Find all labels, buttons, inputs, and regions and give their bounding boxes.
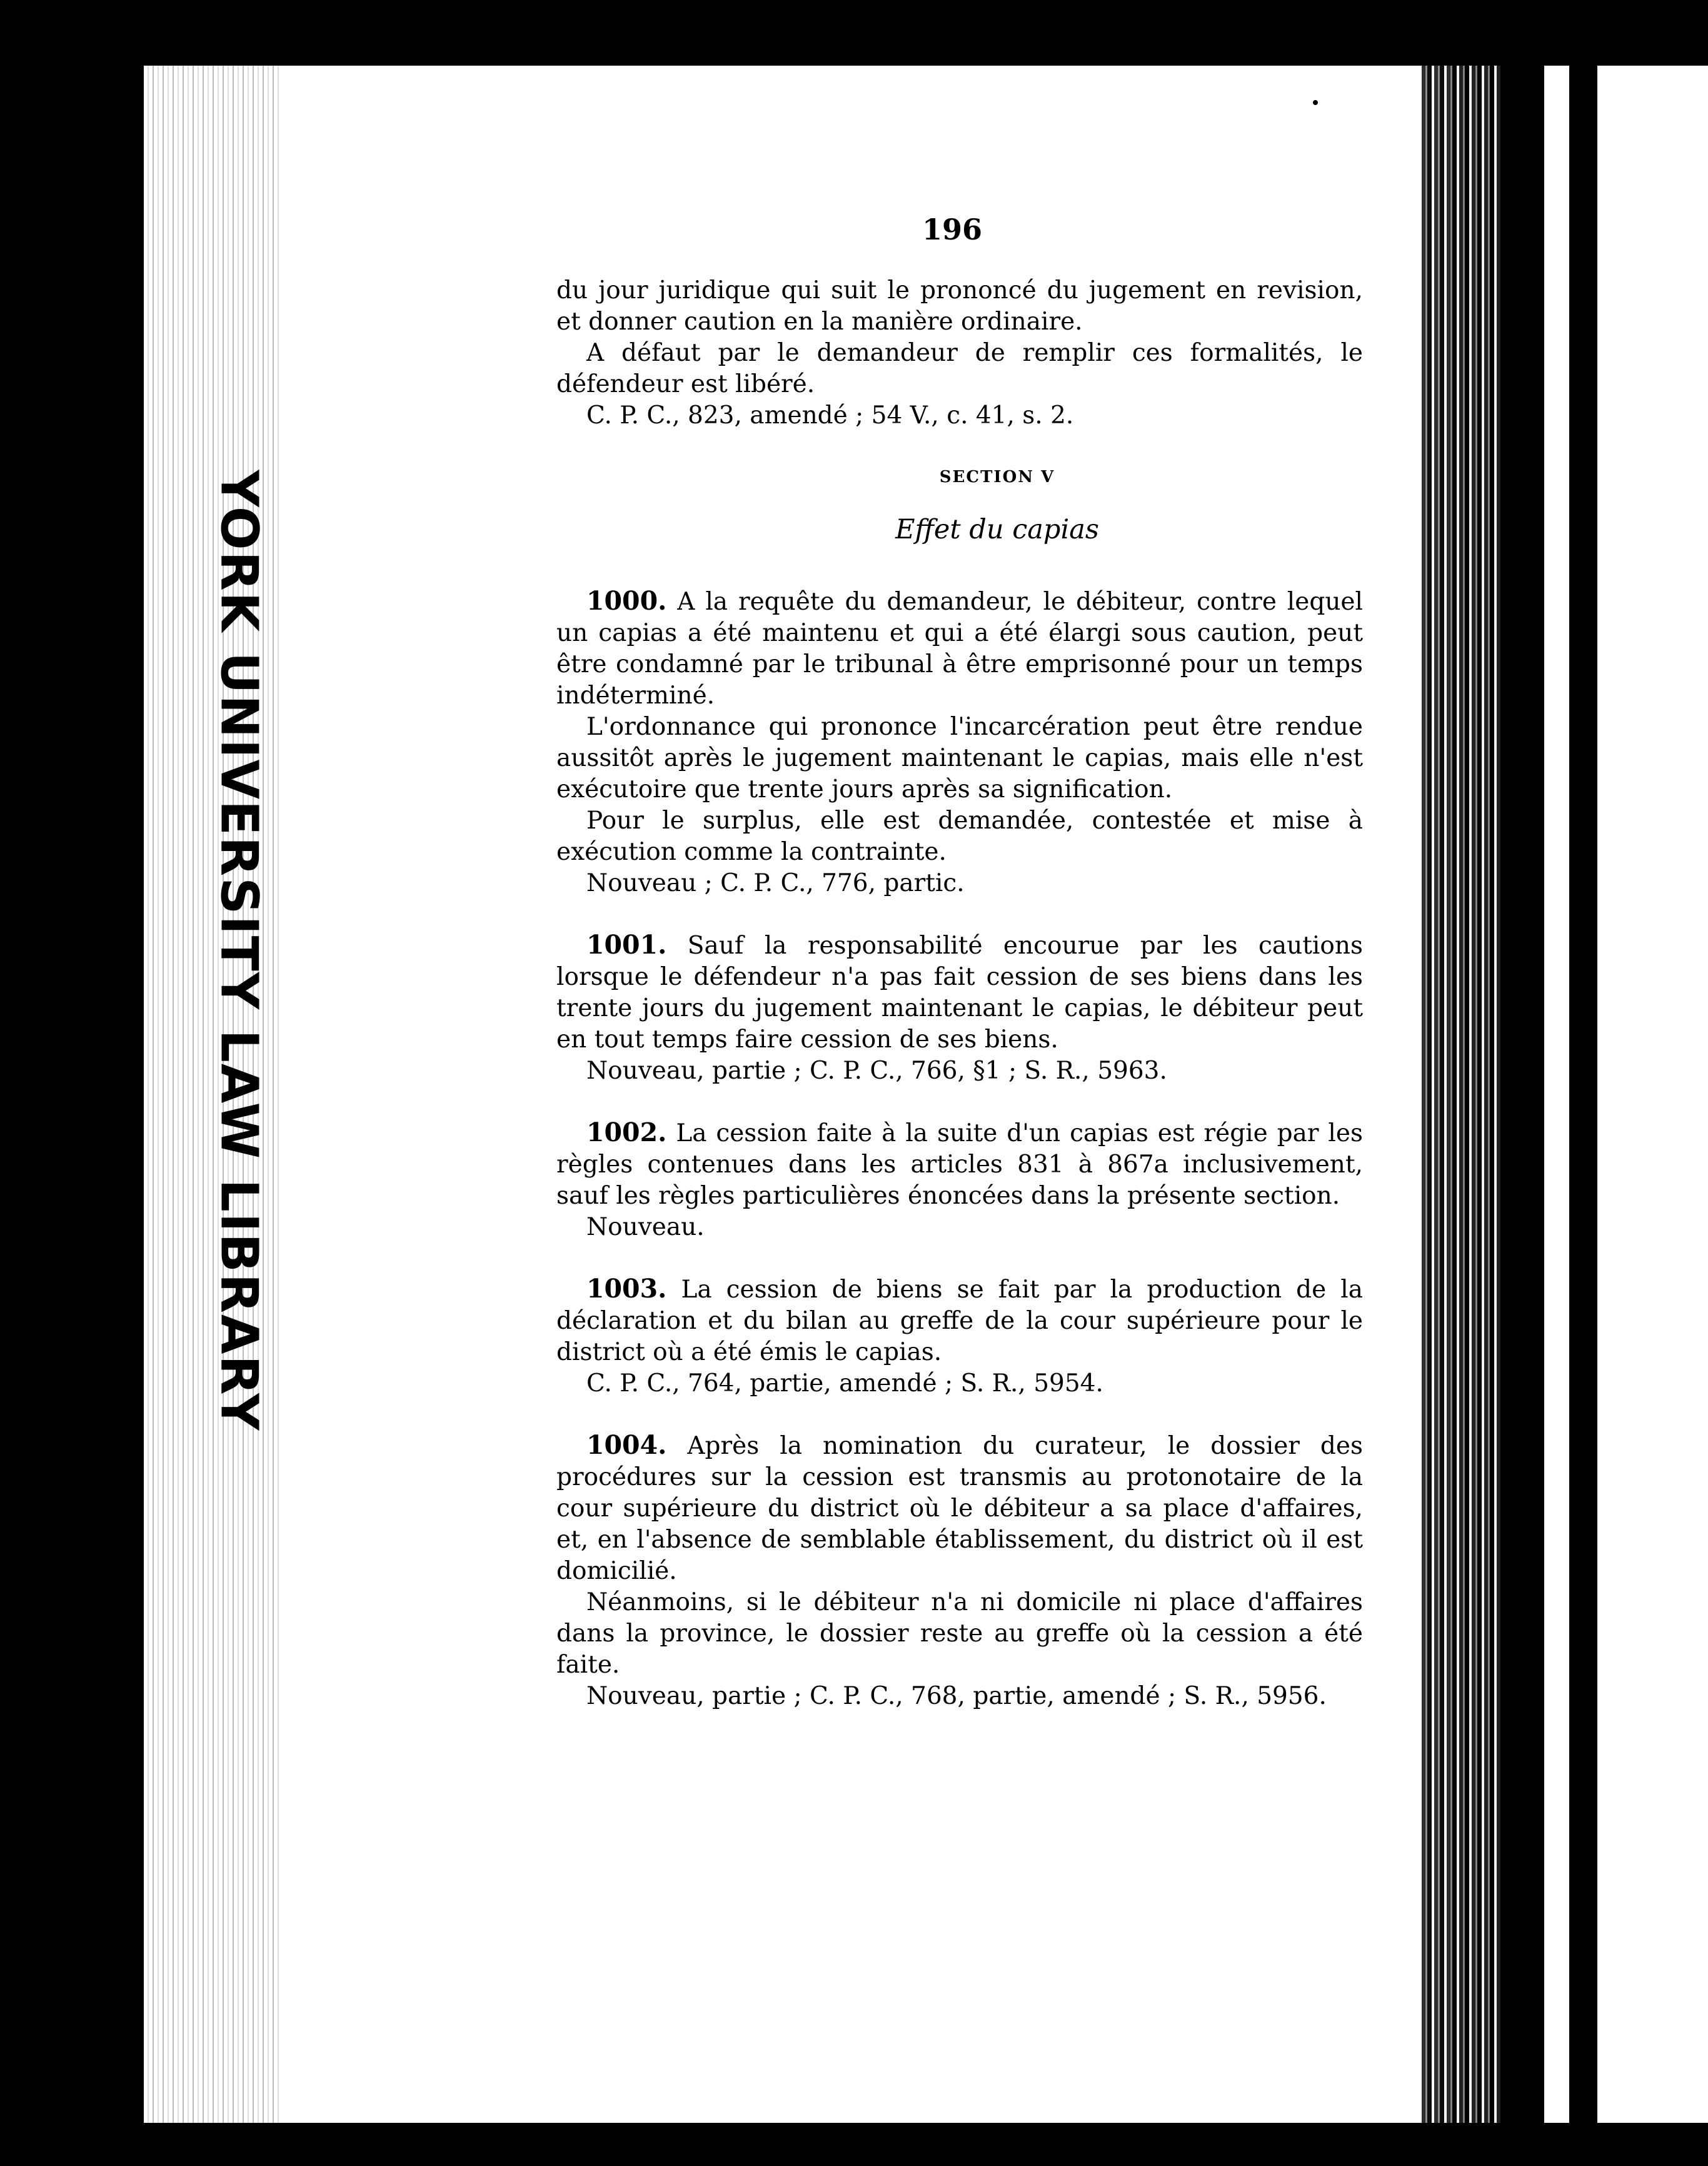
article-1004 — [556, 1429, 1363, 1712]
library-stamp — [201, 469, 276, 1432]
article-text: Sauf la responsabilité encourue par les cautions lorsque le défendeur n'a pas fait cession de ses biens dans les trente jours du jugement maintenant le capias, le débiteur peut en tout temps faire cession de ses biens. — [556, 932, 1363, 1054]
article-text: A la requête du demandeur, le débiteur, contre lequel un capias a été maintenu et qui a été élargi sous caution, peut être condamné par le tribunal à être emprisonné pour un temps indéterminé. — [556, 588, 1363, 710]
article-reference: Nouveau, partie ; C. P. C., 766, §1 ; S. R., 5963. — [586, 1057, 1167, 1085]
library-stamp-text: YORK UNIVERSITY LAW LIBRARY — [209, 469, 269, 1432]
article-text: La cession de biens se fait par la production de la déclaration et du bilan au greffe de la cour supérieure pour le district où a été émis le capias. — [556, 1276, 1364, 1366]
article-text: L'ordonnance qui prononce l'incarcération peut être rendue aussitôt après le jugement maintenant le capias, mais elle n'est exécutoire que trente jours après sa signification. — [556, 713, 1363, 803]
article-number: 1001. — [586, 930, 667, 960]
article-number: 1002. — [586, 1117, 667, 1147]
page-text — [556, 275, 1363, 1712]
article-1002 — [556, 1117, 1363, 1243]
article-text: Néanmoins, si le débiteur n'a ni domicile ni place d'affaires dans la province, le dossier reste au greffe où la cession a été faite. — [556, 1588, 1363, 1679]
article-1000 — [556, 585, 1363, 899]
scan-speck — [1313, 100, 1318, 105]
article-number: 1003. — [586, 1274, 667, 1304]
article-reference: Nouveau, partie ; C. P. C., 768, partie, amendé ; S. R., 5956. — [586, 1682, 1327, 1710]
article-reference: C. P. C., 764, partie, amendé ; S. R., 5954. — [586, 1369, 1103, 1398]
page-gutter-right — [1419, 66, 1507, 2123]
article-reference: Nouveau. — [586, 1213, 705, 1241]
article-number: 1004. — [586, 1430, 667, 1460]
article-1003 — [556, 1273, 1363, 1399]
article-text: Après la nomination du curateur, le dossier des procédures sur la cession est transmis au protonotaire de la cour supérieure du district où le débiteur a sa place d'affaires, et, en l'absence de semblable établissement, du district où il est domicilié. — [556, 1432, 1363, 1585]
section-heading: SECTION V — [939, 468, 1055, 486]
opening-reference: C. P. C., 823, amendé ; 54 V., c. 41, s. 2. — [586, 401, 1074, 430]
page-number: 196 — [922, 213, 983, 246]
gutter-shadow — [1500, 66, 1538, 2123]
section-title: Effet du capias — [895, 514, 1099, 545]
article-number: 1000. — [586, 586, 667, 616]
opening-paragraph-2: A défaut par le demandeur de remplir ces formalités, le défendeur est libéré. — [556, 339, 1363, 398]
article-reference: Nouveau ; C. P. C., 776, partic. — [586, 869, 965, 897]
opening-paragraph-1: du jour juridique qui suit le prononcé du jugement en revision, et donner caution en la manière ordinaire. — [556, 276, 1363, 336]
adjacent-page — [1544, 66, 1708, 2123]
article-text: La cession faite à la suite d'un capias est régie par les règles contenues dans les articles 831 à 867a inclusivement, sauf les règles particulières énoncées dans la présente section. — [556, 1119, 1363, 1210]
article-text: Pour le surplus, elle est demandée, contestée et mise à exécution comme la contrainte. — [556, 807, 1363, 866]
adjacent-page-gap — [1569, 66, 1597, 2123]
article-1001 — [556, 929, 1363, 1087]
